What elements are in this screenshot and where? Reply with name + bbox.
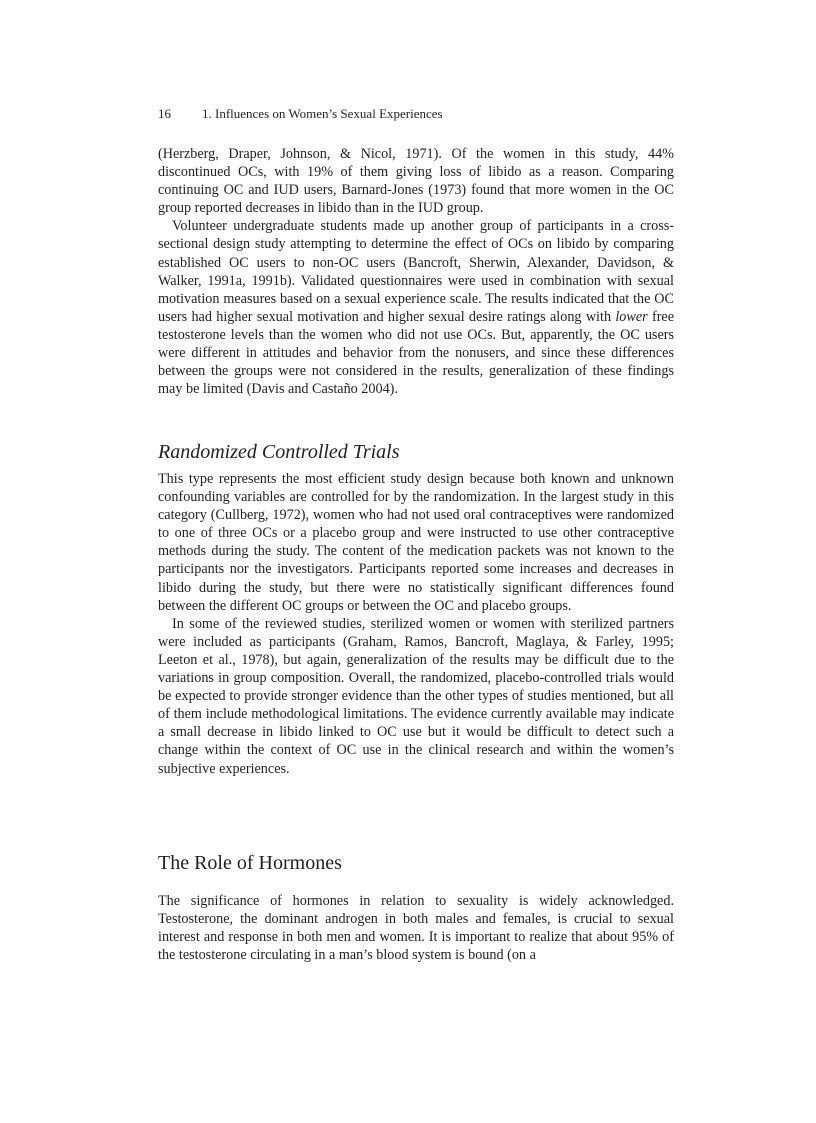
paragraph-text: free testosterone levels than the women who did not use OCs. But, apparently, the OC users were different in attitudes and behavior from the nonusers, and since these differences between the groups were not considered in the results, generalization of these findings may be limited (Davis and Castaño 2004). — [158, 308, 675, 398]
paragraph: This type represents the most efficient study design because both known and unknown confounding variables are controlled for by the randomization. In the largest study in this category (Cullberg, 1972), women who had not used oral contraceptives were randomized to one of three OCs or a placebo group and were instructed to use other contraceptive methods during the study. The content of the medication packets was not known to the participants nor the investigators. Participants reported some increases and decreases in libido during the study, but there were no statistically significant differences found between the different OC groups or between the OC and placebo groups. — [158, 471, 674, 614]
running-head — [158, 106, 674, 122]
section-heading: The Role of Hormones — [158, 852, 342, 874]
paragraph-text: Volunteer undergraduate students made up another group of participants in a cross-sectional design study attempting to determine the effect of OCs on libido by comparing established OC users to non-OC users (Bancroft, Sherwin, Alexander, Davidson, & Walker, 1991a, 1991b). Validated questionnaires were used in combination with sexual motivation measures based on a sexual experience scale. The results indicated that the OC users had higher sexual motivation and higher sexual desire ratings along with — [158, 218, 674, 325]
paragraph: The significance of hormones in relation to sexuality is widely acknowledged. Testosterone, the dominant androgen in both males and females, is crucial to sexual interest and response in both men and women. It is important to realize that about 95% of the testosterone circulating in a man’s blood system is bound (on a — [158, 893, 674, 964]
chapter-title: 1. Influences on Women’s Sexual Experiences — [202, 106, 443, 121]
paragraph: In some of the reviewed studies, sterilized women or women with sterilized partners were included as participants (Graham, Ramos, Bancroft, Maglaya, & Farley, 1995; Leeton et al., 1978), but again, generalization of the results may be difficult due to the variations in group composition. Overall, the randomized, placebo-controlled trials would be expected to provide stronger evidence than the other types of studies mentioned, but all of them include methodological limitations. The evidence currently available may indicate a small decrease in libido linked to OC use but it would be difficult to detect such a change within the context of OC use in the clinical research and within the women’s subjective experiences. — [158, 615, 674, 777]
paragraph: (Herzberg, Draper, Johnson, & Nicol, 1971). Of the women in this study, 44% discontinued OCs, with 19% of them giving loss of libido as a reason. Comparing continuing OC and IUD users, Barnard-Jones (1973) found that more women in the OC group reported decreases in libido than in the IUD group. — [158, 146, 674, 217]
paragraph — [158, 217, 674, 398]
section-heading: Randomized Controlled Trials — [158, 441, 400, 463]
section-hormones — [158, 892, 674, 964]
page-number: 16 — [158, 106, 171, 121]
section-randomized-trials — [158, 470, 674, 778]
section-oc-studies — [158, 145, 674, 398]
emphasis-text: lower — [615, 308, 648, 325]
